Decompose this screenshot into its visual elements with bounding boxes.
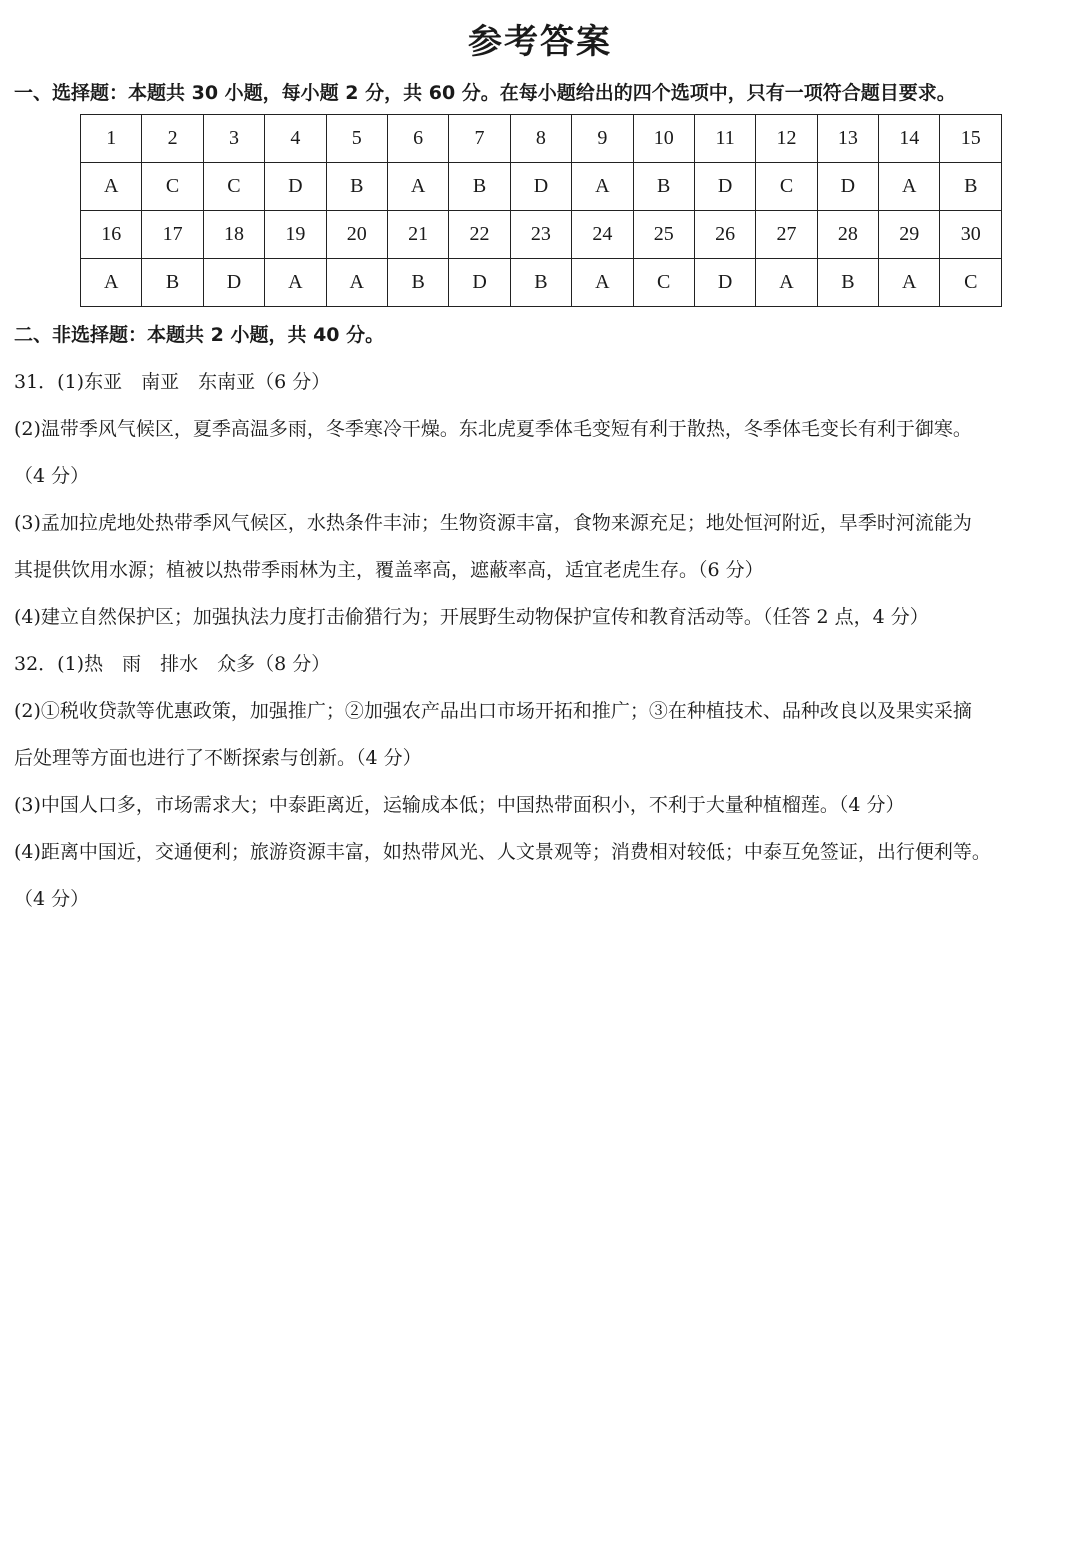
question-number-row (81, 211, 1002, 259)
section-1-heading: 一、选择题：本题共 30 小题，每小题 2 分，共 60 分。在每小题给出的四个选项中，只有一项符合题目要求。 (14, 82, 956, 104)
question-number-cell: 30 (940, 211, 1002, 259)
q32-part2-line1: (2)①税收贷款等优惠政策，加强推广；②加强农产品出口市场开拓和推广；③在种植技术、品种改良以及果实采摘 (14, 700, 972, 722)
answer-cell: B (817, 259, 878, 307)
question-number-cell: 7 (449, 115, 510, 163)
answer-cell: B (510, 259, 571, 307)
answer-cell: B (633, 163, 694, 211)
question-number-cell: 27 (756, 211, 817, 259)
answer-cell: B (326, 163, 387, 211)
answer-cell: A (879, 163, 940, 211)
question-number-cell: 4 (265, 115, 326, 163)
question-number-cell: 2 (142, 115, 203, 163)
question-number-cell: 28 (817, 211, 878, 259)
q32-part4-line2: （4 分） (14, 888, 90, 910)
question-number-cell: 9 (572, 115, 633, 163)
answer-cell: D (265, 163, 326, 211)
q31-part2-line1: (2)温带季风气候区，夏季高温多雨，冬季寒冷干燥。东北虎夏季体毛变短有利于散热，冬季体毛变长有利于御寒。 (14, 418, 972, 440)
q31-part3-line2: 其提供饮用水源；植被以热带季雨林为主，覆盖率高，遮蔽率高，适宜老虎生存。（6 分） (14, 559, 764, 581)
answer-cell: D (203, 259, 264, 307)
answer-cell: B (387, 259, 448, 307)
answer-cell: A (326, 259, 387, 307)
answer-cell: A (879, 259, 940, 307)
question-number-cell: 20 (326, 211, 387, 259)
answer-cell: A (81, 259, 142, 307)
question-number-cell: 16 (81, 211, 142, 259)
question-number-cell: 25 (633, 211, 694, 259)
answer-cell: A (387, 163, 448, 211)
answer-cell: B (940, 163, 1002, 211)
question-number-cell: 26 (694, 211, 755, 259)
answer-cell: C (142, 163, 203, 211)
question-number-cell: 17 (142, 211, 203, 259)
answer-cell: D (694, 163, 755, 211)
q32-part2-line2: 后处理等方面也进行了不断探索与创新。（4 分） (14, 747, 422, 769)
question-number-cell: 24 (572, 211, 633, 259)
answer-cell: A (572, 259, 633, 307)
question-number-cell: 10 (633, 115, 694, 163)
answer-cell: A (572, 163, 633, 211)
question-number-cell: 11 (694, 115, 755, 163)
question-number-cell: 3 (203, 115, 264, 163)
question-number-cell: 5 (326, 115, 387, 163)
question-number-cell: 1 (81, 115, 142, 163)
answer-row (81, 163, 1002, 211)
q32-part1: 32．(1)热 雨 排水 众多（8 分） (14, 653, 331, 675)
q31-part2-line2: （4 分） (14, 465, 90, 487)
question-number-cell: 13 (817, 115, 878, 163)
section-2-heading: 二、非选择题：本题共 2 小题，共 40 分。 (14, 324, 385, 346)
question-number-cell: 6 (387, 115, 448, 163)
answer-cell: D (694, 259, 755, 307)
answer-table (80, 114, 1002, 307)
q31-part1: 31．(1)东亚 南亚 东南亚（6 分） (14, 371, 331, 393)
question-number-cell: 29 (879, 211, 940, 259)
answer-cell: D (817, 163, 878, 211)
answer-cell: C (633, 259, 694, 307)
answer-cell: A (756, 259, 817, 307)
answer-cell: A (81, 163, 142, 211)
question-number-cell: 8 (510, 115, 571, 163)
answer-cell: B (449, 163, 510, 211)
question-number-cell: 22 (449, 211, 510, 259)
question-number-cell: 18 (203, 211, 264, 259)
answer-row (81, 259, 1002, 307)
question-number-cell: 21 (387, 211, 448, 259)
page-title: 参考答案 (468, 22, 612, 62)
question-number-cell: 15 (940, 115, 1002, 163)
question-number-row (81, 115, 1002, 163)
question-number-cell: 12 (756, 115, 817, 163)
answer-cell: B (142, 259, 203, 307)
q32-part4-line1: (4)距离中国近，交通便利；旅游资源丰富，如热带风光、人文景观等；消费相对较低；中泰互免签证，出行便利等。 (14, 841, 991, 863)
answer-cell: C (203, 163, 264, 211)
answer-cell: D (449, 259, 510, 307)
answer-cell: C (756, 163, 817, 211)
q31-part4: (4)建立自然保护区；加强执法力度打击偷猎行为；开展野生动物保护宣传和教育活动等。（任答 2 点，4 分） (14, 606, 929, 628)
answer-cell: C (940, 259, 1002, 307)
answer-cell: D (510, 163, 571, 211)
q32-part3: (3)中国人口多，市场需求大；中泰距离近，运输成本低；中国热带面积小，不利于大量种植榴莲。（4 分） (14, 794, 905, 816)
question-number-cell: 19 (265, 211, 326, 259)
question-number-cell: 14 (879, 115, 940, 163)
answer-cell: A (265, 259, 326, 307)
q31-part3-line1: (3)孟加拉虎地处热带季风气候区，水热条件丰沛；生物资源丰富，食物来源充足；地处恒河附近，旱季时河流能为 (14, 512, 972, 534)
question-number-cell: 23 (510, 211, 571, 259)
